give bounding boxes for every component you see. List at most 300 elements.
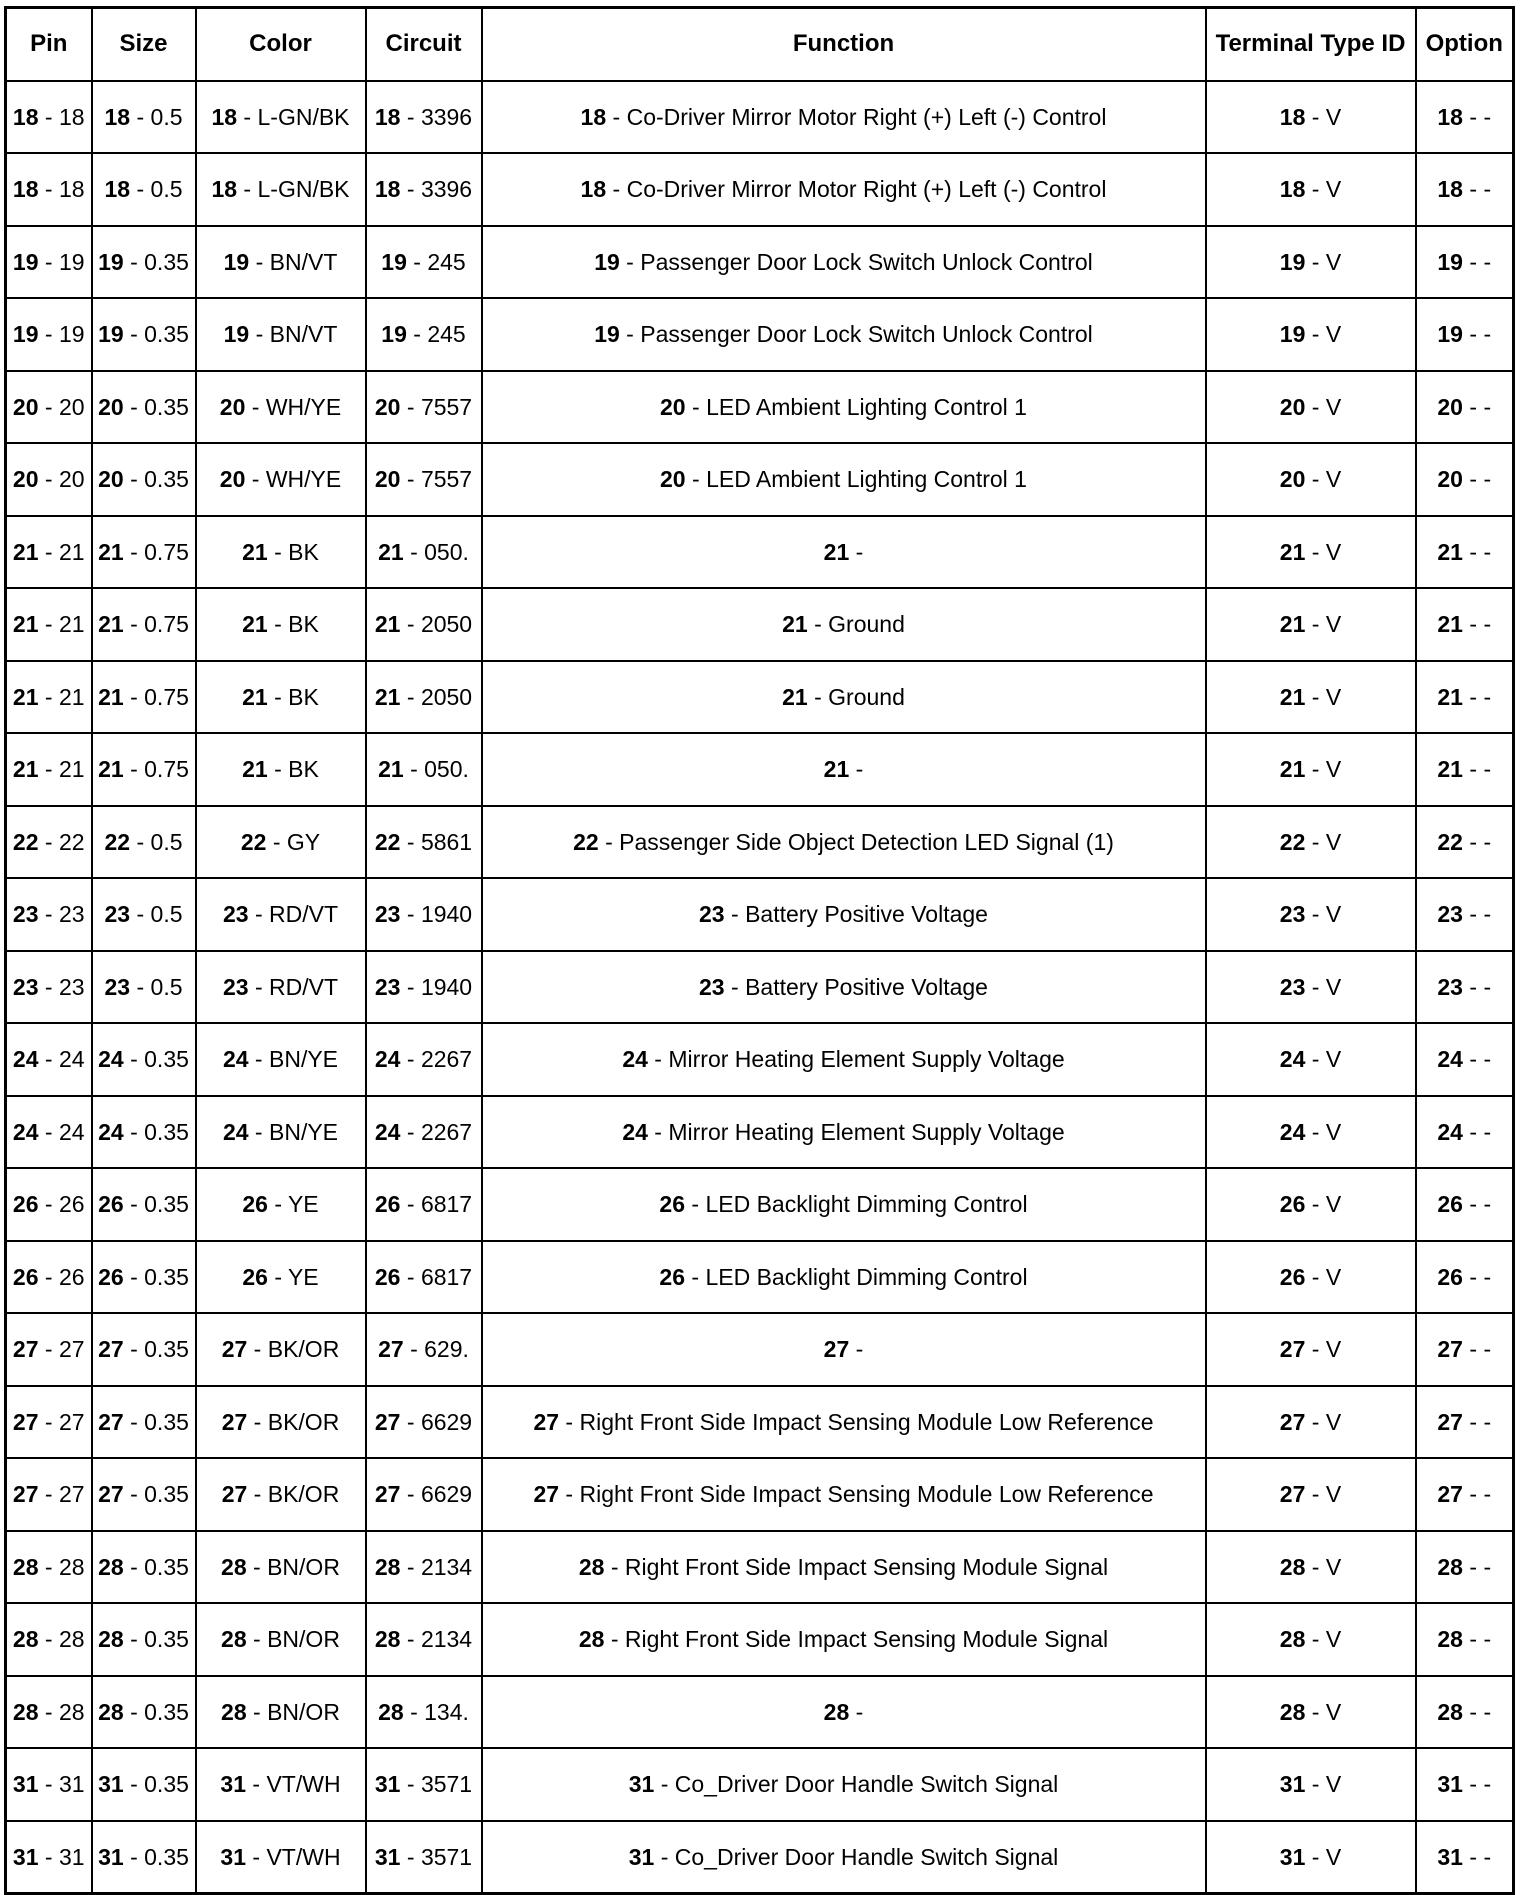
row-number: 27 [12,1408,39,1435]
cell-circuit-value: 050. [424,538,469,565]
row-number: 22 [240,828,267,855]
row-number: 28 [221,1626,247,1653]
cell-circuit: 23 - 1940 [366,878,482,951]
row-number: 21 [12,683,39,710]
cell-color: 31 - VT/WH [196,1748,366,1821]
table-row [6,1168,1514,1241]
cell-circuit: 22 - 5861 [366,806,482,879]
cell-size-value: 0.35 [144,1263,189,1290]
cell-option: 27 - - [1416,1313,1514,1386]
cell-option: 22 - - [1416,806,1514,879]
row-number: 21 [12,538,39,565]
row-number: 20 [12,466,39,493]
cell-terminal-value: V [1325,756,1342,783]
cell-color: 19 - BN/VT [196,298,366,371]
cell-pin: 21 - 21 [6,516,92,589]
cell-option-value: - [1483,1263,1492,1290]
row-number: 18 [1437,103,1463,130]
cell-terminal: 21 - V [1206,516,1416,589]
cell-terminal-value: V [1325,248,1342,275]
cell-terminal-value: V [1325,1408,1342,1435]
cell-terminal: 23 - V [1206,951,1416,1024]
cell-color: 18 - L-GN/BK [196,81,366,154]
row-number: 28 [578,1626,605,1653]
row-number: 23 [374,901,401,928]
cell-function-value: LED Ambient Lighting Control 1 [706,466,1027,493]
row-number: 19 [12,321,39,348]
row-number: 31 [628,1843,655,1870]
cell-circuit-value: 245 [427,321,466,348]
cell-circuit: 23 - 1940 [366,951,482,1024]
cell-color-value: RD/VT [269,973,339,1000]
cell-terminal-value: V [1325,1118,1342,1145]
row-number: 28 [1437,1553,1463,1580]
cell-terminal-value: V [1325,611,1342,638]
table-row [6,1096,1514,1169]
cell-pin: 26 - 26 [6,1168,92,1241]
row-number: 27 [12,1481,39,1508]
cell-option-value: - [1483,611,1492,638]
row-number: 24 [1437,1118,1463,1145]
cell-function-value: LED Ambient Lighting Control 1 [706,393,1027,420]
cell-function: 26 - LED Backlight Dimming Control [482,1168,1206,1241]
cell-size-value: 0.35 [144,466,189,493]
cell-size-value: 0.5 [150,828,183,855]
row-number: 21 [12,611,39,638]
cell-size-value: 0.35 [144,1843,189,1870]
cell-circuit: 26 - 6817 [366,1241,482,1314]
cell-terminal: 26 - V [1206,1241,1416,1314]
cell-size-value: 0.35 [144,1698,189,1725]
row-number: 28 [12,1553,39,1580]
cell-size: 22 - 0.5 [92,806,196,879]
cell-terminal-value: V [1325,1263,1342,1290]
cell-function-value: Battery Positive Voltage [745,901,988,928]
cell-function-value: Mirror Heating Element Supply Voltage [668,1046,1065,1073]
cell-pin: 19 - 19 [6,226,92,299]
table-row [6,298,1514,371]
cell-pin: 22 - 22 [6,806,92,879]
cell-pin: 27 - 27 [6,1458,92,1531]
cell-color: 20 - WH/YE [196,371,366,444]
row-number: 27 [221,1408,248,1435]
cell-function: 28 - [482,1676,1206,1749]
row-number: 18 [211,103,238,130]
cell-color-value: RD/VT [269,901,339,928]
row-number: 27 [1437,1481,1463,1508]
table-row [6,951,1514,1024]
row-number: 27 [221,1481,248,1508]
cell-function: 26 - LED Backlight Dimming Control [482,1241,1206,1314]
row-number: 20 [1437,393,1463,420]
cell-function-value: Co-Driver Mirror Motor Right (+) Left (-) Control [626,176,1107,203]
cell-color: 21 - BK [196,661,366,734]
cell-size: 21 - 0.75 [92,588,196,661]
cell-terminal: 21 - V [1206,733,1416,806]
cell-color: 20 - WH/YE [196,443,366,516]
row-number: 31 [12,1843,39,1870]
cell-color: 24 - BN/YE [196,1023,366,1096]
cell-pin-value: 18 [58,176,85,203]
cell-option-value: - [1483,103,1492,130]
cell-function-value: Passenger Door Lock Switch Unlock Control [640,321,1093,348]
cell-option: 18 - - [1416,81,1514,154]
cell-option: 27 - - [1416,1386,1514,1459]
cell-terminal: 24 - V [1206,1023,1416,1096]
row-number: 27 [221,1336,248,1363]
cell-option-value: - [1483,1046,1492,1073]
cell-circuit: 27 - 6629 [366,1386,482,1459]
cell-color-value: BK/OR [267,1336,340,1363]
cell-pin-value: 21 [58,756,85,783]
cell-pin: 28 - 28 [6,1603,92,1676]
cell-function-value: Right Front Side Impact Sensing Module Low Reference [579,1481,1154,1508]
row-number: 27 [98,1336,124,1363]
cell-option-value: - [1483,1771,1492,1798]
row-number: 21 [1437,756,1463,783]
cell-size-value: 0.35 [144,1408,189,1435]
table-row [6,1458,1514,1531]
row-number: 27 [533,1481,560,1508]
row-number: 19 [381,248,407,275]
cell-circuit: 19 - 245 [366,298,482,371]
cell-function: 22 - Passenger Side Object Detection LED Signal (1) [482,806,1206,879]
cell-option: 23 - - [1416,951,1514,1024]
row-number: 20 [374,393,401,420]
cell-pin-value: 27 [58,1336,85,1363]
cell-terminal: 22 - V [1206,806,1416,879]
row-number: 21 [242,538,268,565]
row-number: 27 [823,1336,850,1363]
cell-circuit-value: 2267 [420,1046,473,1073]
table-row [6,371,1514,444]
cell-function: 21 - [482,733,1206,806]
header-terminal-type-id: Terminal Type ID [1206,8,1416,81]
row-number: 28 [12,1698,39,1725]
row-number: 26 [12,1191,39,1218]
cell-size: 20 - 0.35 [92,371,196,444]
row-number: 21 [98,538,124,565]
cell-function: 23 - Battery Positive Voltage [482,878,1206,951]
row-number: 26 [242,1263,268,1290]
table-row [6,878,1514,951]
cell-circuit: 28 - 2134 [366,1531,482,1604]
table-row [6,1603,1514,1676]
cell-pin-value: 28 [58,1553,85,1580]
table-row [6,81,1514,154]
cell-option-value: - [1483,248,1492,275]
row-number: 18 [104,103,131,130]
cell-pin: 19 - 19 [6,298,92,371]
cell-color-value: BN/OR [267,1698,340,1725]
cell-terminal: 20 - V [1206,371,1416,444]
cell-pin-value: 21 [58,683,85,710]
cell-function-value: Passenger Side Object Detection LED Signal (1) [619,828,1114,855]
row-number: 18 [580,103,607,130]
row-number: 18 [1437,176,1463,203]
cell-color-value: BK [288,683,319,710]
cell-terminal-value: V [1325,466,1342,493]
cell-color-value: BN/OR [267,1626,340,1653]
cell-size-value: 0.75 [144,756,189,783]
cell-pin-value: 31 [58,1771,85,1798]
row-number: 28 [98,1698,124,1725]
cell-pin-value: 18 [58,103,85,130]
cell-option: 21 - - [1416,661,1514,734]
row-number: 23 [374,973,401,1000]
cell-circuit: 20 - 7557 [366,371,482,444]
row-number: 28 [1437,1698,1463,1725]
cell-size: 23 - 0.5 [92,878,196,951]
row-number: 21 [374,683,401,710]
row-number: 20 [219,466,246,493]
cell-function-value: LED Backlight Dimming Control [705,1191,1028,1218]
cell-size: 20 - 0.35 [92,443,196,516]
cell-size-value: 0.5 [150,901,183,928]
cell-function-value: Battery Positive Voltage [745,973,988,1000]
row-number: 28 [98,1626,124,1653]
row-number: 23 [104,973,131,1000]
cell-circuit-value: 1940 [420,973,473,1000]
cell-function: 24 - Mirror Heating Element Supply Voltage [482,1023,1206,1096]
cell-circuit-value: 3571 [420,1771,473,1798]
row-number: 21 [823,756,850,783]
row-number: 24 [622,1118,648,1145]
row-number: 28 [823,1698,850,1725]
table-row [6,153,1514,226]
cell-option: 28 - - [1416,1531,1514,1604]
cell-function: 31 - Co_Driver Door Handle Switch Signal [482,1821,1206,1894]
row-number: 20 [374,466,401,493]
cell-terminal-value: V [1325,1771,1342,1798]
cell-terminal: 20 - V [1206,443,1416,516]
cell-circuit-value: 2134 [420,1553,473,1580]
row-number: 26 [1279,1263,1306,1290]
row-number: 31 [12,1771,39,1798]
row-number: 27 [98,1481,124,1508]
cell-function-value: Right Front Side Impact Sensing Module Signal [624,1626,1109,1653]
row-number: 21 [12,756,39,783]
row-number: 24 [1279,1118,1306,1145]
cell-option: 20 - - [1416,371,1514,444]
row-number: 21 [1437,538,1463,565]
cell-circuit-value: 2050 [420,683,473,710]
row-number: 22 [573,828,599,855]
cell-circuit: 31 - 3571 [366,1748,482,1821]
row-number: 26 [98,1263,124,1290]
cell-option: 27 - - [1416,1458,1514,1531]
cell-pin-value: 21 [58,611,85,638]
header-size: Size [92,8,196,81]
row-number: 19 [594,321,620,348]
cell-option-value: - [1483,1698,1492,1725]
cell-option: 18 - - [1416,153,1514,226]
row-number: 28 [578,1553,605,1580]
row-number: 20 [1279,466,1306,493]
table-row [6,1386,1514,1459]
cell-terminal-value: V [1325,901,1342,928]
row-number: 18 [104,176,131,203]
cell-pin: 21 - 21 [6,661,92,734]
cell-circuit: 21 - 050. [366,733,482,806]
row-number: 23 [104,901,131,928]
cell-color-value: L-GN/BK [257,176,350,203]
row-number: 18 [12,176,39,203]
cell-pin: 18 - 18 [6,153,92,226]
row-number: 21 [242,611,268,638]
cell-circuit: 24 - 2267 [366,1096,482,1169]
cell-circuit-value: 3396 [420,176,473,203]
cell-size: 21 - 0.75 [92,516,196,589]
cell-size-value: 0.75 [144,683,189,710]
cell-option-value: - [1483,1481,1492,1508]
cell-option: 26 - - [1416,1168,1514,1241]
cell-color-value: BN/VT [269,321,338,348]
row-number: 26 [98,1191,124,1218]
cell-circuit: 18 - 3396 [366,81,482,154]
cell-terminal: 27 - V [1206,1386,1416,1459]
cell-color: 24 - BN/YE [196,1096,366,1169]
cell-terminal-value: V [1325,1336,1342,1363]
row-number: 24 [374,1118,401,1145]
header-color: Color [196,8,366,81]
cell-circuit-value: 6629 [420,1481,473,1508]
row-number: 21 [98,756,124,783]
row-number: 22 [1279,828,1306,855]
row-number: 28 [374,1626,401,1653]
cell-option-value: - [1483,466,1492,493]
cell-size-value: 0.35 [144,321,189,348]
cell-color-value: BK [288,611,319,638]
cell-function: 21 - Ground [482,661,1206,734]
row-number: 28 [374,1553,401,1580]
row-number: 31 [374,1843,401,1870]
cell-color-value: BK/OR [267,1408,340,1435]
cell-option: 20 - - [1416,443,1514,516]
row-number: 31 [374,1771,401,1798]
table-row [6,1676,1514,1749]
cell-terminal-value: V [1325,1626,1342,1653]
cell-size-value: 0.35 [144,1191,189,1218]
table-row [6,661,1514,734]
row-number: 24 [12,1046,39,1073]
header-pin: Pin [6,8,92,81]
cell-pin-value: 19 [58,248,85,275]
cell-function-value: Co_Driver Door Handle Switch Signal [674,1843,1059,1870]
row-number: 31 [1279,1771,1306,1798]
cell-option-value: - [1483,393,1492,420]
cell-terminal: 28 - V [1206,1531,1416,1604]
cell-color: 27 - BK/OR [196,1313,366,1386]
cell-terminal: 27 - V [1206,1458,1416,1531]
cell-function: 24 - Mirror Heating Element Supply Voltage [482,1096,1206,1169]
cell-option: 21 - - [1416,733,1514,806]
row-number: 26 [659,1191,685,1218]
row-number: 21 [242,756,268,783]
table-row [6,1313,1514,1386]
row-number: 20 [219,393,246,420]
cell-terminal: 21 - V [1206,661,1416,734]
cell-color: 21 - BK [196,516,366,589]
cell-function: 31 - Co_Driver Door Handle Switch Signal [482,1748,1206,1821]
row-number: 21 [378,756,404,783]
cell-circuit-value: 050. [424,756,469,783]
cell-terminal: 19 - V [1206,298,1416,371]
row-number: 21 [1437,611,1463,638]
cell-size: 26 - 0.35 [92,1168,196,1241]
row-number: 28 [221,1698,247,1725]
row-number: 19 [594,248,620,275]
cell-option-value: - [1483,1626,1492,1653]
row-number: 19 [381,321,407,348]
cell-function-value: Co-Driver Mirror Motor Right (+) Left (-) Control [626,103,1107,130]
cell-circuit-value: 3396 [420,103,473,130]
cell-circuit: 26 - 6817 [366,1168,482,1241]
cell-terminal: 23 - V [1206,878,1416,951]
row-number: 28 [1279,1553,1306,1580]
row-number: 23 [1437,973,1463,1000]
row-number: 27 [12,1336,39,1363]
cell-function: 27 - Right Front Side Impact Sensing Module Low Reference [482,1458,1206,1531]
cell-color: 31 - VT/WH [196,1821,366,1894]
cell-terminal-value: V [1325,1481,1342,1508]
row-number: 21 [1279,538,1306,565]
row-number: 31 [628,1771,655,1798]
cell-color: 26 - YE [196,1241,366,1314]
cell-circuit-value: 2267 [420,1118,473,1145]
cell-terminal-value: V [1325,321,1342,348]
cell-terminal: 24 - V [1206,1096,1416,1169]
row-number: 23 [1279,901,1306,928]
row-number: 23 [12,973,39,1000]
cell-color-value: WH/YE [265,466,342,493]
cell-option-value: - [1483,973,1492,1000]
row-number: 18 [580,176,607,203]
row-number: 27 [1279,1481,1306,1508]
cell-option-value: - [1483,1191,1492,1218]
row-number: 18 [374,176,401,203]
row-number: 28 [12,1626,39,1653]
cell-pin-value: 23 [58,901,85,928]
row-number: 27 [1437,1408,1463,1435]
row-number: 18 [1279,176,1306,203]
cell-size-value: 0.5 [150,103,183,130]
cell-size-value: 0.5 [150,176,183,203]
row-number: 21 [823,538,850,565]
header-row [6,8,1514,81]
cell-size-value: 0.75 [144,611,189,638]
row-number: 24 [1279,1046,1306,1073]
row-number: 21 [98,611,124,638]
cell-pin-value: 20 [58,466,85,493]
cell-color: 23 - RD/VT [196,878,366,951]
row-number: 24 [98,1046,124,1073]
cell-terminal-value: V [1325,1046,1342,1073]
cell-size: 18 - 0.5 [92,81,196,154]
cell-pin: 31 - 31 [6,1821,92,1894]
cell-circuit: 24 - 2267 [366,1023,482,1096]
cell-terminal-value: V [1325,1191,1342,1218]
cell-function: 18 - Co-Driver Mirror Motor Right (+) Left (-) Control [482,81,1206,154]
cell-terminal: 28 - V [1206,1603,1416,1676]
cell-color: 28 - BN/OR [196,1603,366,1676]
cell-function: 19 - Passenger Door Lock Switch Unlock Control [482,298,1206,371]
connector-pinout-table [4,6,1515,1895]
cell-pin: 24 - 24 [6,1023,92,1096]
row-number: 23 [222,973,249,1000]
cell-size: 28 - 0.35 [92,1676,196,1749]
header-function: Function [482,8,1206,81]
